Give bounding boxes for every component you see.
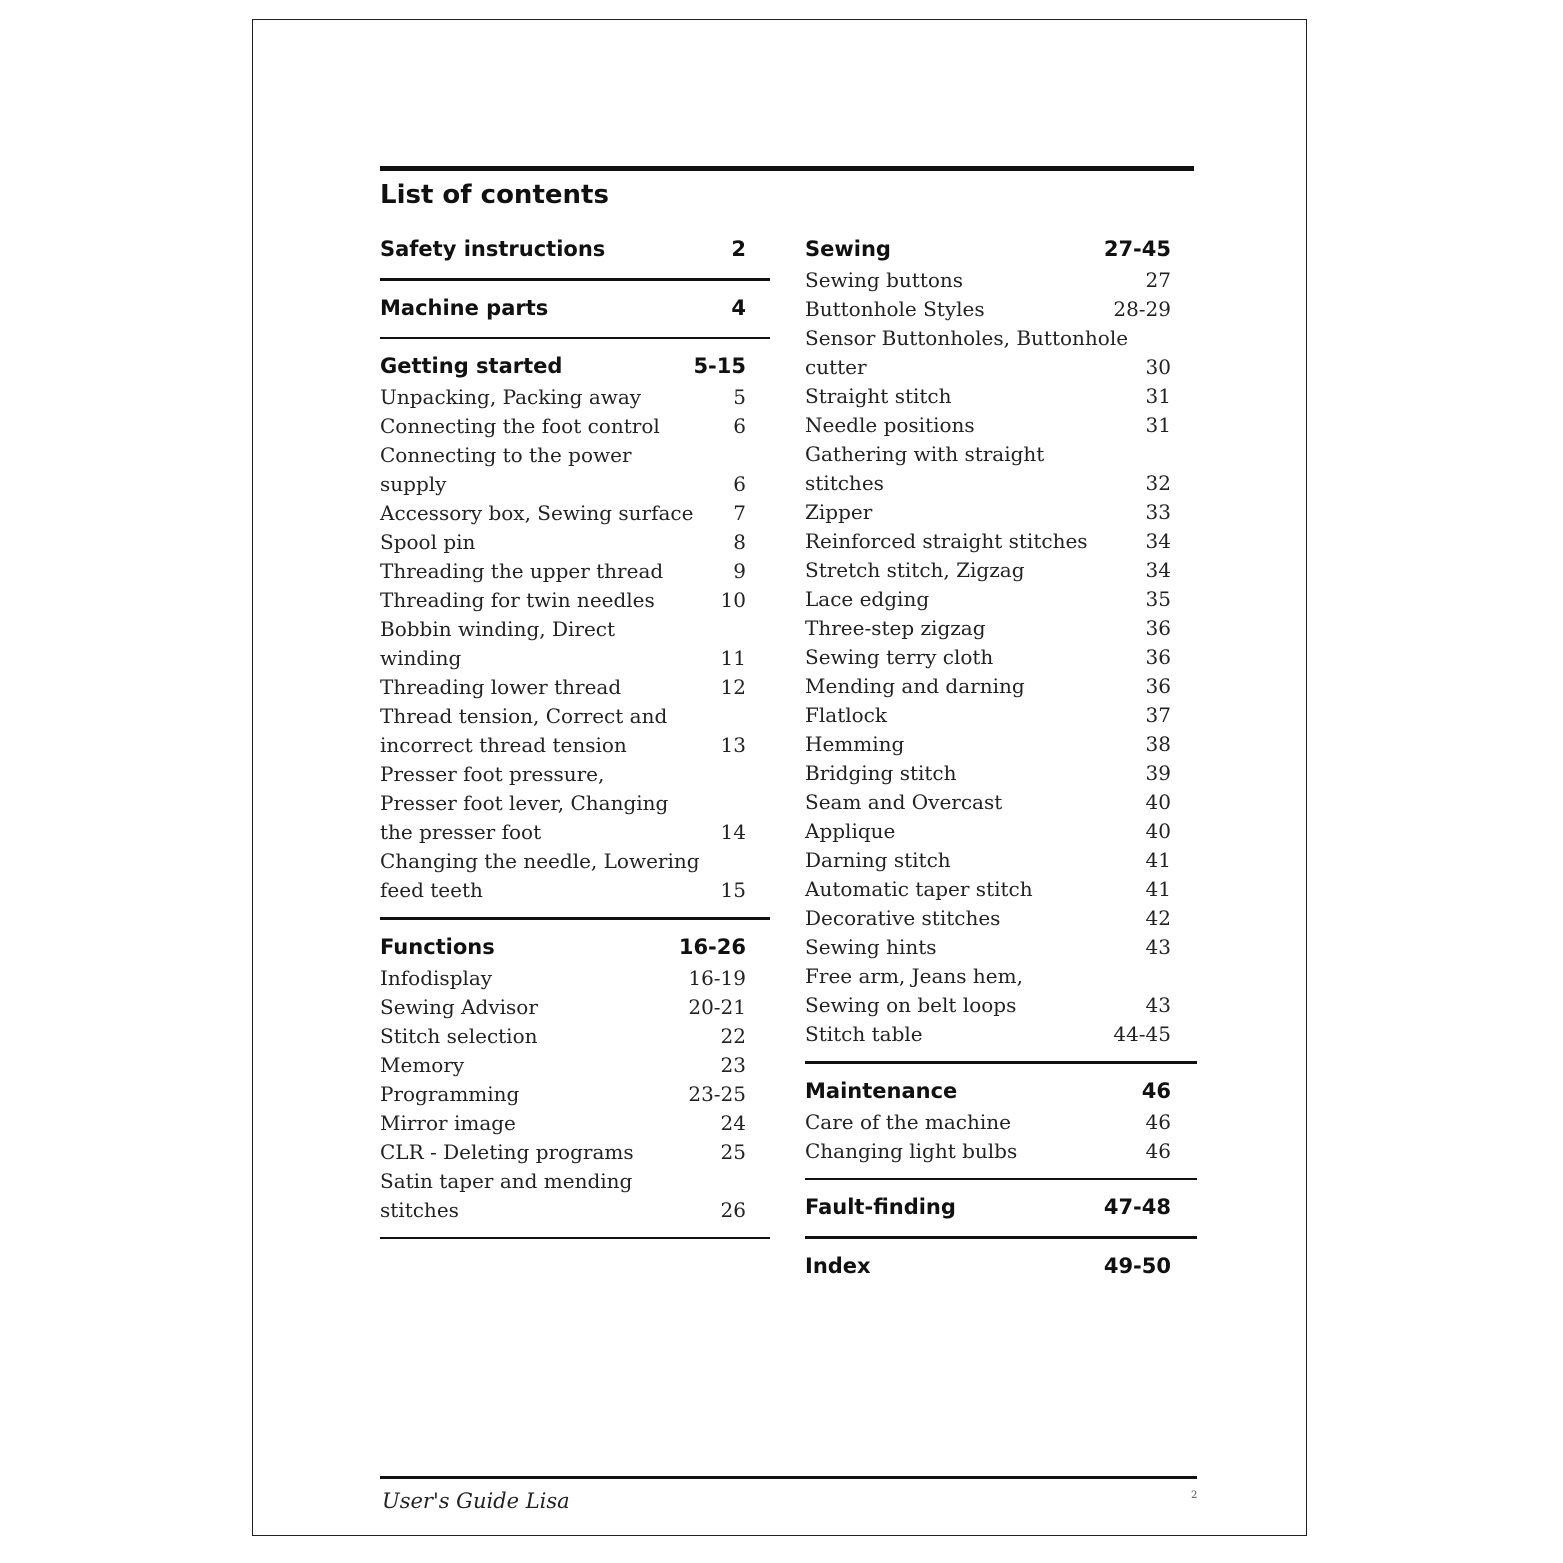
toc-section [380, 232, 746, 266]
toc-entry-page: 43 [1145, 935, 1171, 959]
toc-entry-page: 15 [720, 878, 746, 902]
toc-entry-label: winding [380, 646, 462, 670]
toc-entry [380, 993, 746, 1022]
toc-entry-label: Three-step zigzag [805, 616, 986, 640]
section-divider [380, 278, 770, 281]
toc-entry [380, 964, 746, 993]
toc-heading-pages: 16-26 [678, 934, 746, 959]
toc-entry [380, 383, 746, 412]
toc-heading-pages: 49-50 [1103, 1253, 1171, 1278]
toc-entry [805, 266, 1171, 295]
toc-entry-page: 34 [1145, 529, 1171, 553]
toc-entry [380, 1196, 746, 1225]
toc-entry-page: 7 [733, 501, 746, 525]
toc-entry [380, 470, 746, 499]
toc-entry-label: Unpacking, Packing away [380, 385, 642, 409]
section-divider [805, 1061, 1197, 1064]
toc-entry-label: Sewing hints [805, 935, 937, 959]
toc-entry [380, 615, 746, 644]
toc-entry-page: 23 [720, 1052, 746, 1077]
toc-entry [805, 904, 1171, 933]
toc-entry-label: supply [380, 472, 447, 496]
toc-entry [805, 411, 1171, 440]
toc-entry [380, 702, 746, 731]
toc-entry [805, 498, 1171, 527]
toc-entry [380, 673, 746, 702]
toc-entry-label: Spool pin [380, 530, 476, 554]
toc-entry-page: 11 [720, 646, 746, 670]
toc-entry-label: Sewing Advisor [380, 994, 538, 1019]
toc-entry [805, 701, 1171, 730]
toc-entry-page: 24 [720, 1110, 746, 1135]
toc-entry-page: 10 [720, 588, 746, 612]
toc-entry-label: Infodisplay [380, 965, 493, 990]
toc-entry-page: 33 [1145, 500, 1171, 524]
toc-entry-page: 36 [1145, 616, 1171, 640]
toc-section-heading [380, 232, 746, 266]
toc-section-heading [380, 349, 746, 383]
toc-entry [805, 788, 1171, 817]
toc-entry-page: 6 [733, 414, 746, 438]
toc-entry-label: the presser foot [380, 820, 542, 844]
toc-entry-page: 41 [1145, 877, 1171, 901]
toc-entry [805, 353, 1171, 382]
section-divider [380, 337, 770, 340]
toc-entry-page: 5 [733, 385, 746, 409]
section-divider [805, 1236, 1197, 1239]
toc-entry-page: 27 [1145, 268, 1171, 292]
toc-heading-pages: 5-15 [693, 354, 746, 378]
toc-entry-label: Mending and darning [805, 674, 1025, 698]
toc-entry [805, 672, 1171, 701]
toc-entry-page: 26 [720, 1197, 746, 1222]
toc-entry-label: Straight stitch [805, 384, 952, 408]
toc-heading-label: Fault-finding [805, 1195, 956, 1219]
toc-entry [380, 1109, 746, 1138]
toc-entry-page: 34 [1145, 558, 1171, 582]
toc-entry [380, 760, 746, 789]
toc-entry [805, 614, 1171, 643]
toc-entry [380, 586, 746, 615]
toc-entry-label: Presser foot lever, Changing [380, 791, 669, 815]
toc-entry [380, 1022, 746, 1051]
toc-entry [805, 585, 1171, 614]
toc-entry-page: 6 [733, 472, 746, 496]
toc-entry-page: 36 [1145, 645, 1171, 669]
toc-entry [380, 876, 746, 905]
toc-entry [805, 962, 1171, 991]
toc-entry [805, 846, 1171, 875]
toc-entry-page: 42 [1145, 906, 1171, 930]
toc-heading-label: Maintenance [805, 1078, 958, 1103]
toc-entry-label: feed teeth [380, 878, 483, 902]
toc-heading-label: Machine parts [380, 295, 549, 320]
toc-heading-label: Index [805, 1253, 871, 1278]
toc-entry [805, 817, 1171, 846]
toc-section [805, 1249, 1171, 1283]
toc-entry-label: stitches [380, 1197, 459, 1222]
toc-entry-label: incorrect thread tension [380, 733, 627, 757]
toc-entry-label: Connecting the foot control [380, 414, 660, 438]
toc-entry-page: 25 [720, 1139, 746, 1164]
toc-entry [380, 528, 746, 557]
toc-entry-label: Changing the needle, Lowering [380, 849, 700, 873]
toc-entry [805, 527, 1171, 556]
toc-entry-label: Zipper [805, 500, 873, 524]
toc-entry-page: 16-19 [688, 965, 746, 990]
toc-entry-page: 14 [720, 820, 746, 844]
toc-entry-page: 30 [1145, 355, 1171, 379]
toc-entry-label: CLR - Deleting programs [380, 1139, 634, 1164]
toc-entry-label: Lace edging [805, 587, 930, 611]
toc-heading-pages: 2 [731, 237, 746, 261]
toc-entry [805, 991, 1171, 1020]
toc-entry-page: 28-29 [1113, 297, 1171, 321]
toc-entry [805, 1137, 1171, 1166]
toc-entry-label: cutter [805, 355, 867, 379]
toc-entry-label: Memory [380, 1052, 465, 1077]
toc-entry-page: 35 [1145, 587, 1171, 611]
toc-entry [805, 643, 1171, 672]
toc-entry-label: Automatic taper stitch [805, 877, 1033, 901]
toc-entry-label: Thread tension, Correct and [380, 704, 668, 728]
toc-entry [380, 1167, 746, 1196]
toc-entry-label: Darning stitch [805, 848, 951, 872]
toc-entry-label: Reinforced straight stitches [805, 529, 1088, 553]
toc-section [380, 291, 746, 325]
contents-left-column [380, 232, 746, 1249]
toc-entry-label: Threading the upper thread [380, 559, 664, 583]
toc-entry-page: 46 [1145, 1138, 1171, 1163]
toc-entry-page: 44-45 [1113, 1022, 1171, 1046]
toc-entry-label: Stretch stitch, Zigzag [805, 558, 1025, 582]
toc-section [805, 232, 1171, 1049]
toc-entry-page: 12 [720, 675, 746, 699]
toc-entry-label: Accessory box, Sewing surface [380, 501, 694, 525]
toc-entry-label: Hemming [805, 732, 905, 756]
toc-heading-pages: 4 [731, 295, 746, 320]
toc-entry-label: Sensor Buttonholes, Buttonhole [805, 326, 1129, 350]
toc-entry-label: Sewing on belt loops [805, 993, 1017, 1017]
toc-entry [805, 295, 1171, 324]
toc-entry-page: 43 [1145, 993, 1171, 1017]
toc-section-heading [380, 291, 746, 325]
toc-entry-page: 22 [720, 1023, 746, 1048]
toc-entry-label: Connecting to the power [380, 443, 632, 467]
toc-entry-label: Bridging stitch [805, 761, 957, 785]
toc-entry-label: Satin taper and mending [380, 1168, 633, 1193]
toc-heading-label: Sewing [805, 237, 891, 261]
toc-entry [805, 1020, 1171, 1049]
toc-entry [805, 875, 1171, 904]
toc-entry-label: Sewing terry cloth [805, 645, 994, 669]
toc-entry-label: Mirror image [380, 1110, 516, 1135]
toc-heading-label: Functions [380, 934, 495, 959]
toc-heading-pages: 47-48 [1103, 1195, 1171, 1219]
toc-entry [805, 440, 1171, 469]
toc-entry-label: Free arm, Jeans hem, [805, 964, 1023, 988]
toc-heading-pages: 27-45 [1103, 237, 1171, 261]
toc-section-heading [380, 930, 746, 964]
toc-entry [805, 933, 1171, 962]
toc-entry-label: Care of the machine [805, 1109, 1011, 1134]
toc-entry-page: 40 [1145, 819, 1171, 843]
toc-entry-page: 31 [1145, 384, 1171, 408]
toc-entry-label: Programming [380, 1081, 520, 1106]
toc-entry-page: 32 [1145, 471, 1171, 495]
toc-entry [380, 644, 746, 673]
toc-entry [805, 382, 1171, 411]
toc-entry-label: Flatlock [805, 703, 887, 727]
toc-section-heading [805, 1249, 1171, 1283]
toc-section-heading [805, 232, 1171, 266]
footer-page-number: 2 [1191, 1490, 1198, 1501]
toc-entry-label: Changing light bulbs [805, 1138, 1018, 1163]
toc-entry-page: 41 [1145, 848, 1171, 872]
footer-rule [380, 1476, 1197, 1479]
toc-entry [380, 731, 746, 760]
toc-section-heading [805, 1074, 1171, 1108]
toc-entry-page: 20-21 [688, 994, 746, 1019]
toc-entry [380, 789, 746, 818]
toc-entry-page: 46 [1145, 1109, 1171, 1134]
toc-entry-page: 37 [1145, 703, 1171, 727]
toc-entry-label: Buttonhole Styles [805, 297, 985, 321]
toc-entry [380, 847, 746, 876]
toc-section [380, 349, 746, 905]
toc-entry [805, 1108, 1171, 1137]
toc-entry [380, 818, 746, 847]
toc-entry [805, 324, 1171, 353]
toc-entry [380, 1138, 746, 1167]
toc-entry-page: 40 [1145, 790, 1171, 814]
toc-entry-label: Needle positions [805, 413, 975, 437]
toc-entry [380, 441, 746, 470]
toc-entry-label: Stitch table [805, 1022, 923, 1046]
toc-section-heading [805, 1190, 1171, 1224]
toc-section [380, 930, 746, 1225]
toc-entry-page: 38 [1145, 732, 1171, 756]
toc-entry [380, 1051, 746, 1080]
toc-entry [380, 412, 746, 441]
toc-entry-page: 36 [1145, 674, 1171, 698]
toc-entry-label: Stitch selection [380, 1023, 538, 1048]
toc-entry-label: Threading lower thread [380, 675, 622, 699]
toc-entry [805, 730, 1171, 759]
top-rule [380, 166, 1194, 171]
toc-entry-page: 31 [1145, 413, 1171, 437]
contents-right-column [805, 232, 1171, 1283]
toc-heading-pages: 46 [1141, 1078, 1171, 1103]
page-title: List of contents [380, 180, 609, 210]
toc-entry [805, 469, 1171, 498]
toc-entry [380, 557, 746, 586]
toc-heading-label: Safety instructions [380, 237, 606, 261]
toc-section [805, 1074, 1171, 1166]
toc-entry-label: Bobbin winding, Direct [380, 617, 616, 641]
toc-entry-label: Presser foot pressure, [380, 762, 605, 786]
section-divider [380, 917, 770, 920]
section-divider [805, 1178, 1197, 1181]
toc-entry-label: Applique [805, 819, 896, 843]
footer-guide-title: User's Guide Lisa [382, 1489, 570, 1513]
toc-entry-label: Seam and Overcast [805, 790, 1003, 814]
toc-entry-label: Gathering with straight [805, 442, 1045, 466]
toc-entry-page: 9 [733, 559, 746, 583]
toc-entry [380, 499, 746, 528]
toc-entry-page: 13 [720, 733, 746, 757]
toc-entry-label: Threading for twin needles [380, 588, 655, 612]
toc-entry-label: Sewing buttons [805, 268, 964, 292]
toc-entry-page: 8 [733, 530, 746, 554]
toc-entry-page: 39 [1145, 761, 1171, 785]
toc-entry [380, 1080, 746, 1109]
toc-entry-page: 23-25 [688, 1081, 746, 1106]
section-divider [380, 1237, 770, 1240]
toc-entry [805, 759, 1171, 788]
toc-section [805, 1190, 1171, 1224]
toc-entry-label: Decorative stitches [805, 906, 1001, 930]
toc-heading-label: Getting started [380, 354, 563, 378]
toc-entry-label: stitches [805, 471, 884, 495]
toc-entry [805, 556, 1171, 585]
